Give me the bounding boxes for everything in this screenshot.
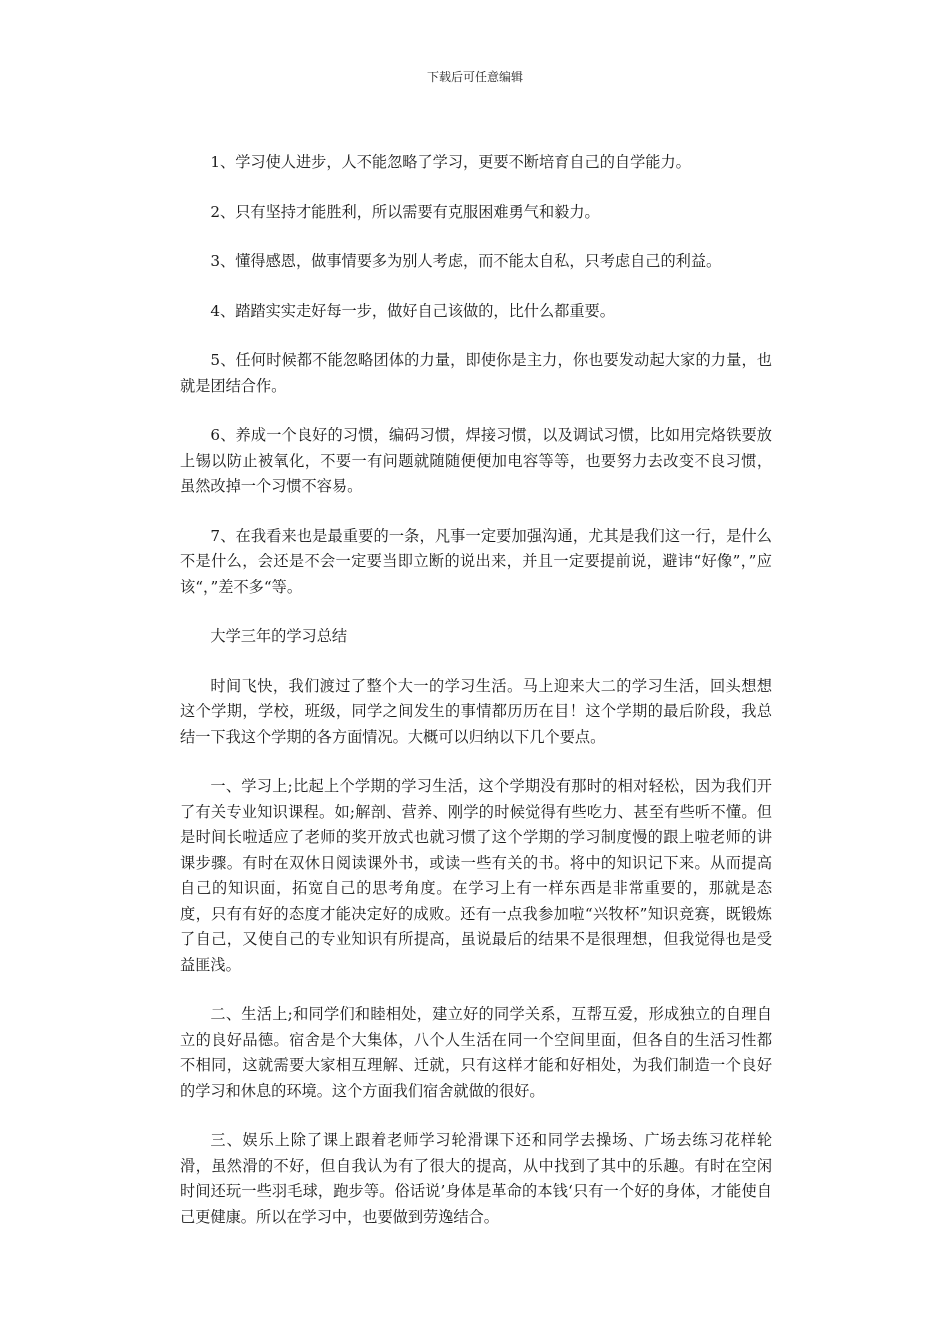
paragraph-6: 6、养成一个良好的习惯，编码习惯，焊接习惯，以及调试习惯，比如用完烙铁要放上锡以防止被氧化，不要一有问题就随随便便加电容等等，也要努力去改变不良习惯，虽然改掉一个习惯不容易。 bbox=[180, 426, 772, 495]
paragraph-intro: 时间飞快，我们渡过了整个大一的学习生活。马上迎来大二的学习生活，回头想想这个学期，学校，班级，同学之间发生的事情都历历在目！这个学期的最后阶段，我总结一下我这个学期的各方面情况。大概可以归纳以下几个要点。 bbox=[180, 676, 772, 746]
paragraph-1: 1、学习使人进步，人不能忽略了学习，更要不断培育自己的自学能力。 bbox=[210, 153, 691, 171]
paragraph-leisure: 三、娱乐上除了课上跟着老师学习轮滑课下还和同学去操场、广场去练习花样轮滑，虽然滑的不好，但自我认为有了很大的提高，从中找到了其中的乐趣。有时在空闲时间还玩一些羽毛球，跑步等。俗话说’身体是革命的本钱‘只有一个好的身体，才能使自己更健康。所以在学习中，也要做到劳逸结合。 bbox=[180, 1131, 772, 1226]
paragraph-7: 7、在我看来也是最重要的一条，凡事一定要加强沟通，尤其是我们这一行，是什么不是什么，会还是不会一定要当即立断的说出来，并且一定要提前说，避讳“好像”，”应该“，”差不多“等。 bbox=[180, 526, 772, 596]
paragraph-2: 2、只有坚持才能胜利，所以需要有克服困难勇气和毅力。 bbox=[210, 202, 600, 221]
paragraph-4: 4、踏踏实实走好每一步，做好自己该做的，比什么都重要。 bbox=[210, 301, 615, 320]
document-body bbox=[180, 150, 772, 1254]
page-header: 下载后可任意编辑 bbox=[426, 70, 523, 84]
paragraph-study: 一、学习上;比起上个学期的学习生活，这个学期没有那时的相对轻松，因为我们开了有关专业知识课程。如;解剖、营养、刚学的时候觉得有些吃力、甚至有些听不懂。但是时间长啦适应了老师的奖开放式也就习惯了这个学期的学习制度慢的跟上啦老师的讲课步骤。有时在双休日阅读课外书，或读一些有关的书。将中的知识记下来。从而提高自己的知识面，拓宽自己的思考角度。在学习上有一样东西是非常重要的，那就是态度，只有有好的态度才能决定好的成败。还有一点我参加啦“兴牧杯”知识竞赛，既锻炼了自己，又使自己的专业知识有所提高，虽说最后的结果不是很理想，但我觉得也是受益匪浅。 bbox=[180, 777, 772, 974]
paragraph-3: 3、懂得感恩，做事情要多为别人考虑，而不能太自私，只考虑自己的利益。 bbox=[210, 252, 722, 270]
paragraph-5: 5、任何时候都不能忽略团体的力量，即使你是主力，你也要发动起大家的力量，也就是团结合作。 bbox=[180, 351, 772, 395]
paragraph-life: 二、生活上;和同学们和睦相处，建立好的同学关系，互帮互爱，形成独立的自理自立的良好品德。宿舍是个大集体，八个人生活在同一个空间里面，但各自的生活习性都不相同，这就需要大家相互理解、迁就，只有这样才能和好相处，为我们制造一个良好的学习和休息的环境。这个方面我们宿舍就做的很好。 bbox=[180, 1005, 772, 1100]
section-title: 大学三年的学习总结 bbox=[210, 627, 348, 645]
